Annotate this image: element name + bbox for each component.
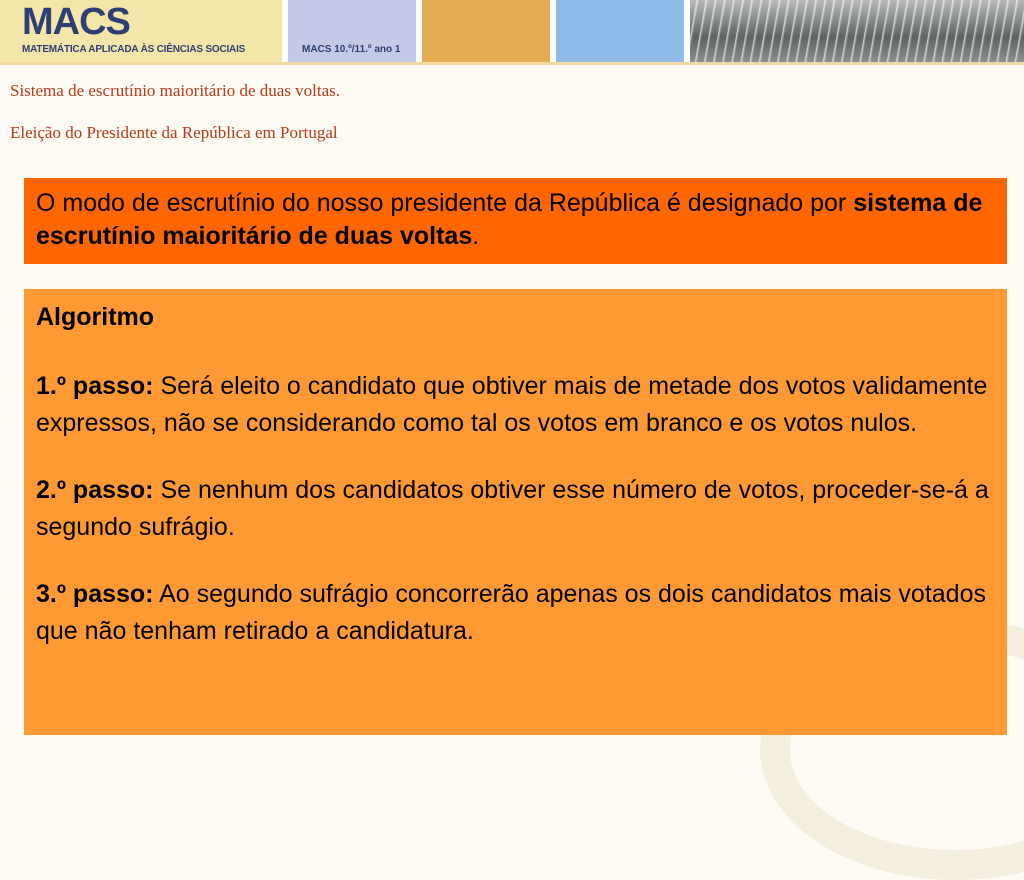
step-text: Será eleito o candidato que obtiver mais de metade dos votos validamente expressos, não se considerando como tal os votos em branco e os votos nulos.	[36, 372, 988, 437]
intro-bold-text: sistema de escrutínio maioritário de duas voltas	[36, 189, 983, 250]
header-divider	[0, 62, 1024, 65]
logo-panel	[0, 0, 282, 62]
step-label: 2.º passo:	[36, 476, 154, 504]
step-label: 1.º passo:	[36, 372, 154, 400]
grade-label: MACS 10.º/11.º ano 1	[302, 44, 401, 55]
header-photo	[690, 0, 1024, 62]
subtitle-system: Sistema de escrutínio maioritário de duas voltas.	[10, 81, 341, 100]
slide-header	[0, 0, 1024, 62]
header-orange-block	[422, 0, 550, 62]
grade-panel	[288, 0, 416, 62]
logo-subtitle: MATEMÁTICA APLICADA ÀS CIÊNCIAS SOCIAIS	[22, 44, 246, 55]
algorithm-step-2	[36, 472, 995, 546]
intro-text: O modo de escrutínio do nosso presidente da República é designado por	[36, 189, 854, 217]
header-blue-block	[556, 0, 684, 62]
intro-text-end: .	[472, 222, 480, 250]
algorithm-step-3	[36, 576, 995, 650]
algorithm-step-1	[36, 368, 995, 442]
step-text: Se nenhum dos candidatos obtiver esse número de votos, proceder-se-á a segundo sufrágio.	[36, 476, 989, 541]
algorithm-box	[24, 289, 1007, 735]
step-text: Ao segundo sufrágio concorrerão apenas os dois candidatos mais votados que não tenham retirado a candidatura.	[36, 580, 986, 645]
step-label: 3.º passo:	[36, 580, 154, 608]
intro-box	[24, 178, 1007, 264]
algorithm-title: Algoritmo	[36, 303, 155, 331]
subtitle-election: Eleição do Presidente da República em Portugal	[10, 123, 338, 142]
logo-title: MACS	[22, 1, 130, 43]
